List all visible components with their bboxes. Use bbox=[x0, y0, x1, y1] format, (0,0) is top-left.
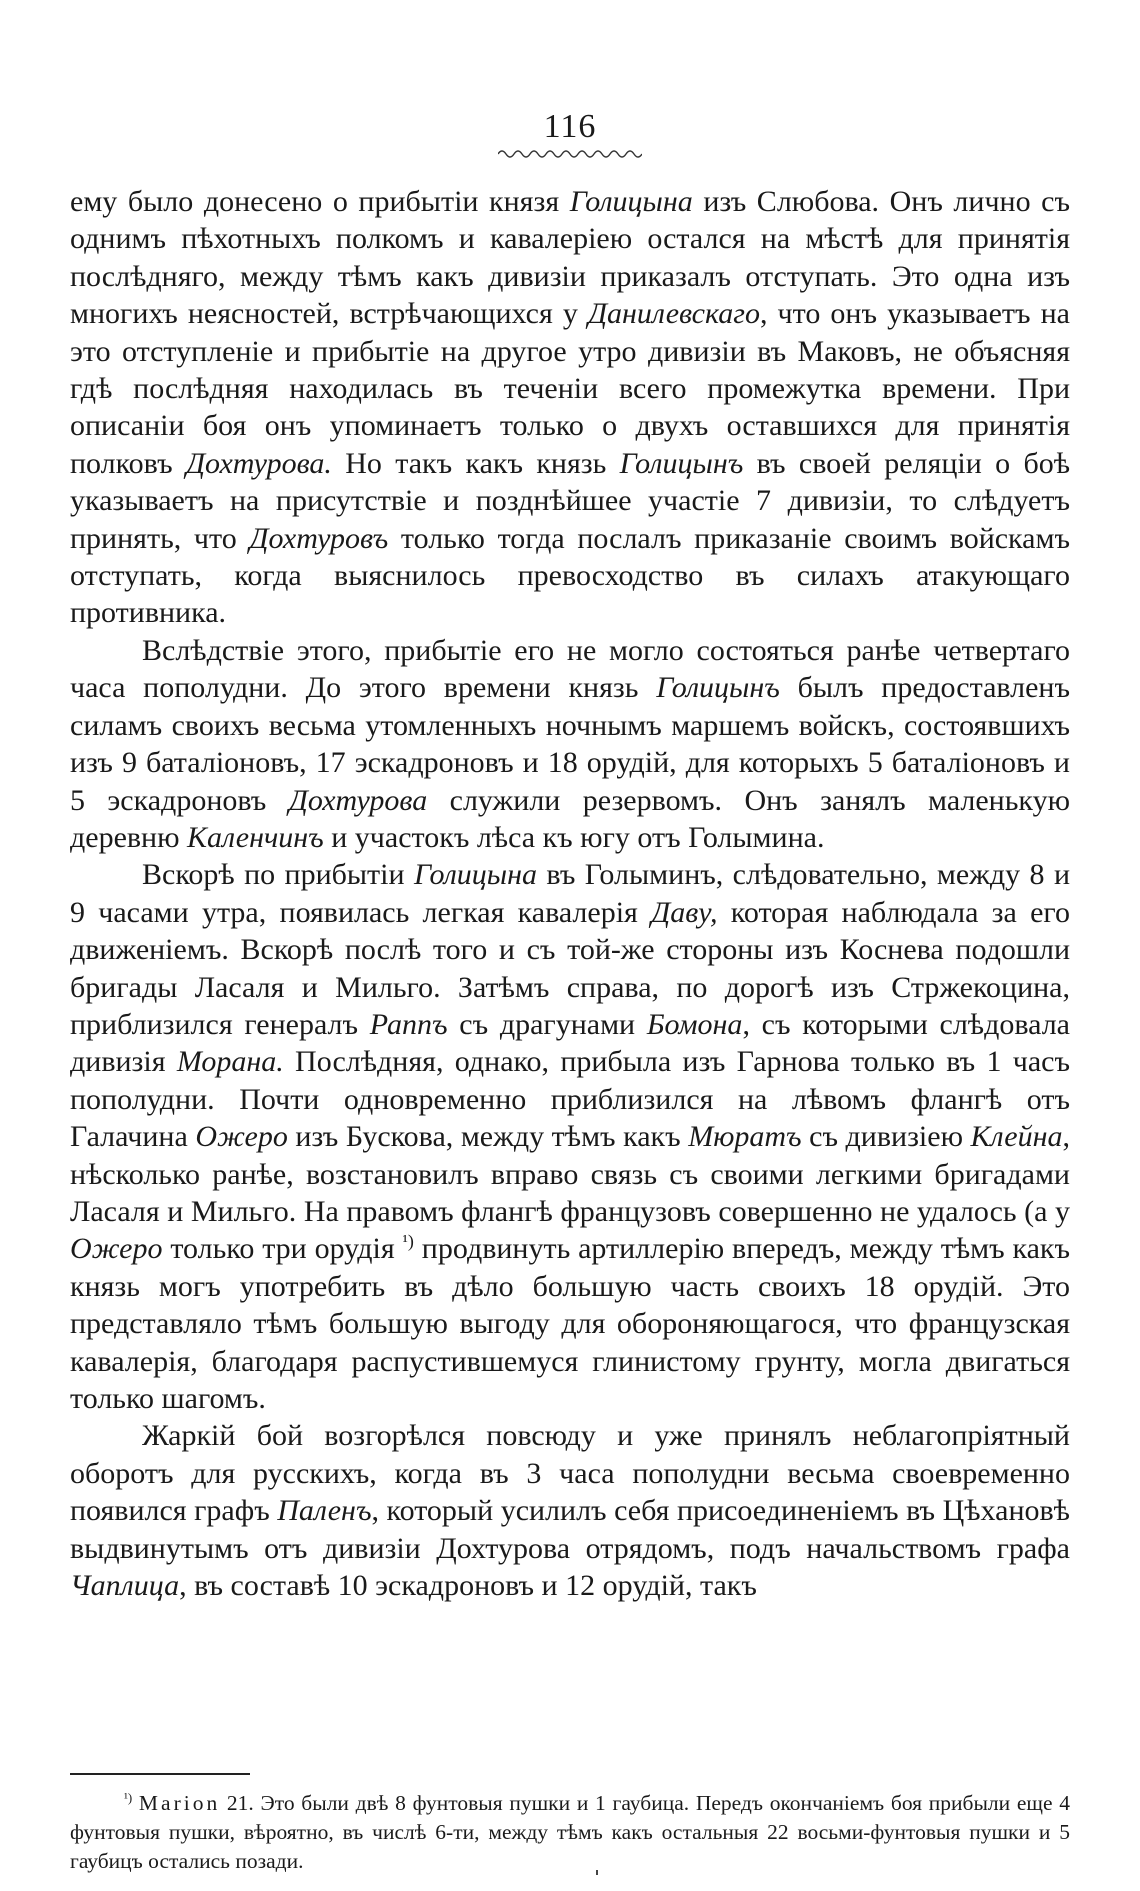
main-text bbox=[70, 183, 1070, 1604]
text-run: продвинуть артиллерію впередъ, между тѣмъ какъ князь могъ употребить въ дѣло большую часть своихъ 18 орудій. Это представляло тѣмъ большую выгоду для обороняющагося, что французская кавалерія, благодаря распустившемуся глинистому грунту, могла двигаться только шагомъ. bbox=[70, 1232, 1070, 1415]
text-run: и участокъ лѣса къ югу отъ Голымина. bbox=[323, 820, 825, 854]
footnote-text: 21. Это были двѣ 8 фунтовыя пушки и 1 гаубица. Передъ окончаніемъ боя прибыли еще 4 фунтовыя пушки, вѣроятно, въ числѣ 6-ти, между тѣмъ какъ остальныя 22 восьми-фунтовыя пушки и 5 гаубицъ остались позади. bbox=[70, 1791, 1070, 1873]
footnote-marker: ¹) bbox=[124, 1790, 133, 1805]
text-run: Вслѣдствіе этого, прибытіе его не могло состояться ранѣе четвертаго часа пополудни. До этого времени князь bbox=[70, 633, 1070, 705]
text-run: былъ предоставленъ силамъ своихъ весьма утомленныхъ ночнымъ маршемъ войскъ, состоявшихъ изъ 9 баталіоновъ, 17 эскадроновъ и 18 орудій, для которыхъ 5 баталіоновъ и 5 эскадроновъ bbox=[70, 671, 1071, 817]
italic-name: Раппъ bbox=[369, 1007, 448, 1041]
text-run: Послѣдняя, однако, прибыла изъ Гарнова только въ 1 часъ пополудни. Почти одновременно приблизился на лѣвомъ флангѣ отъ Галачина bbox=[70, 1045, 1070, 1154]
footnote-source: Marion bbox=[138, 1791, 221, 1815]
italic-name: Клейна bbox=[970, 1120, 1063, 1154]
italic-name: Чаплица bbox=[70, 1569, 180, 1603]
text-run: съ драгунами bbox=[447, 1007, 647, 1041]
text-run: Жаркій бой возгорѣлся повсюду и уже принялъ неблагопріятный оборотъ для русскихъ, когда въ 3 часа пополудни весьма своевременно появился графъ bbox=[70, 1419, 1070, 1528]
italic-name: Каленчинъ bbox=[187, 820, 324, 854]
text-run: которая наблюдала за его движеніемъ. Вскорѣ послѣ того и съ той-же стороны изъ Коснева подошли бригады Ласаля и Мильго. Затѣмъ справа, по дорогѣ изъ Стржекоцина, приблизился генералъ bbox=[70, 895, 1070, 1041]
italic-name: Ожеро bbox=[70, 1232, 163, 1266]
italic-name: Морана. bbox=[176, 1045, 284, 1079]
footnote bbox=[70, 1789, 1070, 1876]
text-run: Вскорѣ по прибытіи bbox=[142, 858, 414, 892]
text-run: , въ составѣ 10 эскадроновъ и 12 орудій, такъ bbox=[179, 1569, 757, 1603]
italic-name: Голицына bbox=[569, 185, 693, 218]
text-run: служили резервомъ. Онъ занялъ маленькую деревню bbox=[70, 783, 1070, 854]
text-run: , который усилилъ себя присоединеніемъ въ Цѣхановѣ выдвинутымъ отъ дивизіи Дохтурова отрядомъ, подъ начальствомъ графа bbox=[70, 1494, 1070, 1565]
text-run: въ Голыминъ, слѣдовательно, между 8 и 9 часами утра, появилась легкая кавалерія bbox=[70, 858, 1070, 929]
text-run: въ своей реляціи о боѣ указываетъ на присутствіе и позднѣйшее участіе 7 дивизіи, то слѣдуетъ принять, что bbox=[70, 446, 1070, 555]
italic-name: Мюратъ bbox=[688, 1120, 802, 1154]
paragraph bbox=[70, 1417, 1070, 1604]
text-run: Но такъ какъ князь bbox=[331, 446, 620, 480]
paragraph bbox=[70, 856, 1070, 1417]
text-run: только тогда послалъ приказаніе своимъ войскамъ отступать, когда выяснилось превосходство въ силахъ атакующаго противника. bbox=[70, 521, 1070, 630]
italic-name: Даву, bbox=[651, 895, 718, 929]
italic-name: Ожеро bbox=[195, 1120, 288, 1154]
footnote-rule bbox=[70, 1773, 250, 1775]
italic-name: Голицына bbox=[413, 858, 537, 892]
print-speck bbox=[596, 1870, 598, 1875]
paragraph bbox=[70, 183, 1070, 632]
italic-name: Паленъ bbox=[277, 1494, 372, 1528]
italic-name: Дохтурова. bbox=[185, 446, 332, 480]
italic-name: Голицынъ bbox=[656, 671, 780, 705]
footnote-reference: ¹) bbox=[402, 1231, 414, 1252]
italic-name: Дохтуровъ bbox=[249, 521, 389, 555]
paragraph bbox=[70, 632, 1070, 856]
text-run: , нѣсколько ранѣе, возстановилъ вправо связь съ своими легкими бригадами Ласаля и Мильго. На правомъ флангѣ французовъ совершенно не удалось (а у bbox=[70, 1120, 1070, 1228]
text-run: , что онъ указываетъ на это отступленіе и прибытіе на другое утро дивизіи въ Маковъ, не объясняя гдѣ послѣдняя находилась въ теченіи всего промежутка времени. При описаніи боя онъ упоминаетъ только о двухъ оставшихся для принятія полковъ bbox=[70, 297, 1070, 480]
italic-name: Голицынъ bbox=[619, 446, 744, 480]
wavy-ornament bbox=[498, 148, 642, 160]
page-number: 116 bbox=[543, 108, 597, 145]
text-run: съ дивизіею bbox=[801, 1120, 971, 1154]
text-run: только три орудія bbox=[162, 1232, 403, 1266]
footnotes bbox=[70, 1789, 1070, 1876]
text-run: ему было донесено о прибытіи князя bbox=[70, 185, 570, 218]
italic-name: Данилевскаго bbox=[587, 297, 760, 331]
text-run: изъ Бускова, между тѣмъ какъ bbox=[287, 1120, 689, 1154]
italic-name: Дохтурова bbox=[288, 783, 428, 817]
italic-name: Бомона bbox=[646, 1007, 743, 1041]
text-run: , съ которыми слѣдовала дивизія bbox=[70, 1007, 1070, 1079]
text-run: изъ Слюбова. Онъ лично съ однимъ пѣхотныхъ полкомъ и кавалеріею остался на мѣстѣ для принятія послѣдняго, между тѣмъ какъ дивизіи приказалъ отступать. Это одна изъ многихъ неясностей, встрѣчающихся у bbox=[70, 185, 1071, 331]
